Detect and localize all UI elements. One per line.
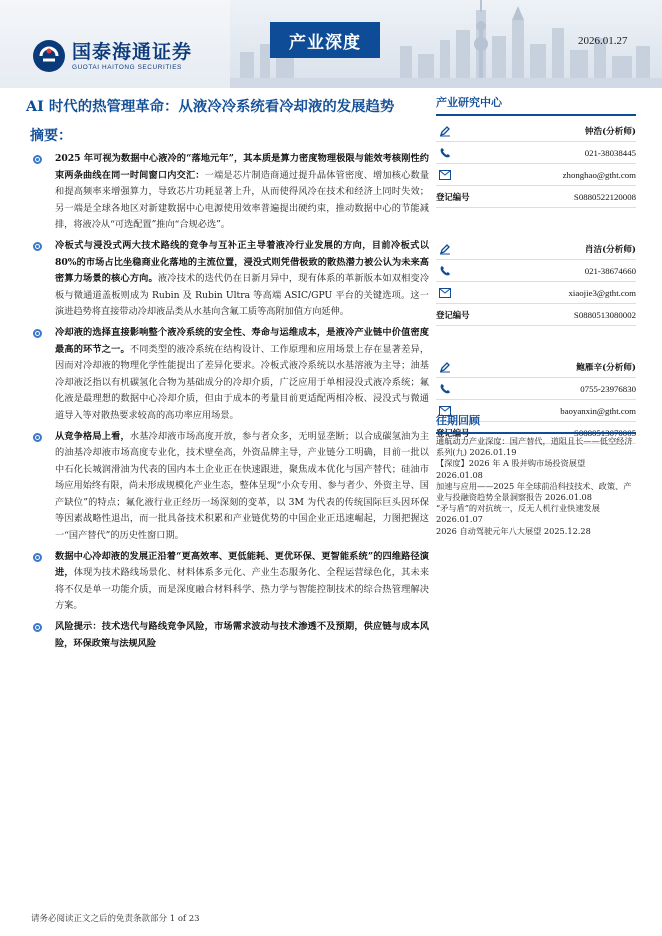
past-report-item: 2026.01.07 (436, 514, 483, 525)
bullet-bold-text: 冷板式与浸没式两大技术路线的竞争与互补正主导着液冷行业发展的方向，目前冷板式以 80%的市场占比坐稳商业化落地的主流位置，浸没式则凭借极致的散热潜力被公认为未来高密算力场景的核心方向。 (55, 239, 429, 285)
email-icon (436, 168, 454, 182)
analyst-reg-number: S0880522120008 (573, 191, 636, 202)
analyst-phone: 021-38038445 (584, 147, 636, 158)
analyst-name: 钟浩(分析师) (584, 126, 636, 137)
analyst-phone-row (436, 142, 636, 164)
logo-chinese-name: 国泰海通证券 (72, 40, 193, 63)
analyst-name-row (436, 356, 636, 378)
analyst-email[interactable]: baoyanxin@gtht.com (560, 405, 636, 416)
abstract-bullet (33, 238, 429, 321)
phone-icon (436, 146, 454, 160)
past-report-item[interactable]: 加速与应用——2025 年全球前沿科技技术、政策、产业与投融资趋势全景洞察报告 2026.01.08 (436, 480, 632, 503)
report-date: 2026.01.27 (578, 35, 628, 47)
bullet-text: 一端是芯片制造商通过提升晶体管密度、增加核心数量和提高频率来增强算力，导致芯片功耗显著上升，从而使得风冷在技术和经济上同时失效；另一端是全球各地区对新建数据中心电源使用效率普遍提出硬约束，推动数据中心的节能减排，将液冷从“可选配置”推向“合规必选”。 (55, 169, 430, 231)
abstract-bullets (33, 151, 429, 656)
research-center-panel (436, 94, 636, 444)
analyst-name: 肖洁(分析师) (584, 244, 636, 255)
bullet-dot-icon (33, 623, 42, 632)
past-report-item[interactable]: 通航动力产业深度：国产替代，道阻且长——低空经济系列(九) 2026.01.19 (436, 436, 633, 458)
bullet-dot-icon (33, 155, 42, 164)
bullet-dot-icon (33, 433, 42, 442)
analyst-phone-row (436, 378, 636, 400)
analyst-email[interactable]: zhonghao@gtht.com (562, 169, 636, 180)
abstract-bullet (33, 549, 429, 615)
analyst-email-row (436, 164, 636, 186)
header-banner (0, 0, 662, 88)
analyst-name: 鲍雁辛(分析师) (576, 362, 636, 373)
pen-icon (436, 124, 454, 138)
past-report-item: 2026.01.08 (436, 469, 483, 480)
abstract-bullet (33, 619, 429, 652)
bullet-bold-text: 数据中心冷却液的发展正沿着“更高效率、更低能耗、更优环保、更智能系统”的四维路径演进， (55, 550, 429, 579)
analyst-name-row (436, 238, 636, 260)
email-icon (436, 286, 454, 300)
bullet-text: 不同类型的液冷系统在结构设计、工作原理和应用场景上存在显著差异，因而对冷却液的物理化学性能提出了差异化要求。冷板式液冷系统以水基溶液为主导；油基冷却液泛指以有机碳氢化合物为基础成分的冷却介质，广泛应用于单相浸没式液冷系统；氟化液是最理想的数据中心冷却介质，但由于成本的考量目前更适配两相冷板、浸没式与微通道导入等对散热要求较高的高功率应用场景。 (55, 343, 430, 421)
pen-icon (436, 242, 454, 256)
page-footer: 请务必阅读正文之后的免责条款部分 1 of 23 (31, 914, 200, 924)
abstract-bullet (33, 325, 429, 425)
past-report-item[interactable]: 【深度】2026 年 A 股并购市场投资展望 (436, 458, 586, 469)
bullet-bold-text: 冷却液的选择直接影响整个液冷系统的安全性、寿命与运维成本，是液冷产业链中价值密度最高的环节之一。 (55, 326, 429, 355)
heading-divider (436, 114, 636, 116)
abstract-bullet (33, 151, 429, 234)
abstract-heading: 摘要： (30, 128, 72, 144)
past-reports-heading: 往期回顾 (436, 414, 480, 427)
analyst-phone: 0755-23976830 (580, 383, 636, 394)
bullet-dot-icon (33, 329, 42, 338)
reg-label: 登记编号 (436, 309, 470, 320)
report-title: AI 时代的热管理革命：从液冷冷系统看冷却液的发展趋势 (26, 98, 395, 115)
bullet-text: 水基冷却液市场高度开放，参与者众多，无明显垄断；以合成碳氢油为主的油基冷却液市场高度专业化，技术壁垒高，外资品牌主导，产业链分工明确，目前一批以中石化长城润滑油为代表的国内本土企业正在快速跟进，聚焦成本优化与国产替代；硅油市场应用始终有限，尚未形成规模化产业生态，整体呈现“小众专用、参与者少、外资主导、国产缺位”的特点；氟化液行业正经历一场深刻的变革，以 3M 为代表的传统国际巨头因环保等因素战略性退出，而一批具备技术积累和产业链优势的中国企业正迅速崛起，力图把握这一“国产替代”的历史性窗口期。 (55, 430, 430, 542)
bullet-text: 液冷技术的迭代仍在日新月异中，现有体系的革新版本如双相变冷板与微通道盖板则成为 Rubin 及 Rubin Ultra 等高端 ASIC/GPU 平台的关键选项。这一演进趋势将直接带动冷却液品类从水基向含氟工质等高附加值方向延伸。 (55, 273, 430, 318)
past-reports-panel (436, 412, 636, 537)
bullet-bold-text: 2025 年可视为数据中心液冷的“落地元年”，其本质是算力密度物理极限与能效考核刚性约束两条曲线在同一时间窗口内交汇： (55, 153, 429, 181)
past-reports-list (436, 436, 636, 537)
analyst-phone-row (436, 260, 636, 282)
phone-icon (436, 382, 454, 396)
bullet-bold-text: 风险提示：技术迭代与路线竞争风险，市场需求波动与技术渗透不及预期，供应链与成本风险，环保政策与法规风险 (55, 621, 429, 649)
analyst-reg-number: S0880513080002 (573, 309, 636, 320)
reg-label: 登记编号 (436, 191, 470, 202)
past-report-item[interactable]: 2026 自动驾驶元年八大展望 2025.12.28 (436, 525, 591, 536)
phone-icon (436, 264, 454, 278)
bullet-dot-icon (33, 553, 42, 562)
bullet-dot-icon (33, 242, 42, 251)
analyst-reg-row (436, 304, 636, 326)
analyst-card (436, 238, 636, 326)
bullet-bold-text: 从竞争格局上看， (55, 430, 130, 442)
heading-divider (436, 432, 636, 434)
analyst-name-row (436, 120, 636, 142)
bullet-text: 体现为技术路线场景化、材料体系多元化、产业生态服务化、全程运营绿色化，其未来将不仅是单一功能介质，而是深度融合材料科学、热力学与智能控制技术的综合热管理解决方案。 (55, 567, 430, 612)
logo-mark-icon (32, 39, 66, 73)
company-logo (32, 38, 192, 74)
pen-icon (436, 360, 454, 374)
analyst-email-row (436, 282, 636, 304)
analyst-card (436, 120, 636, 208)
report-type-tag: 产业深度 (270, 22, 380, 58)
abstract-bullet (33, 429, 429, 545)
analyst-phone: 021-38674660 (584, 265, 636, 276)
past-report-item[interactable]: “矛与盾”的对抗统一，反无人机行业快速发展 (436, 503, 600, 514)
logo-english-name: GUOTAI HAITONG SECURITIES (72, 63, 182, 71)
analyst-reg-row (436, 186, 636, 208)
research-center-heading: 产业研究中心 (436, 96, 502, 109)
analyst-email[interactable]: xiaojie3@gtht.com (568, 287, 636, 298)
